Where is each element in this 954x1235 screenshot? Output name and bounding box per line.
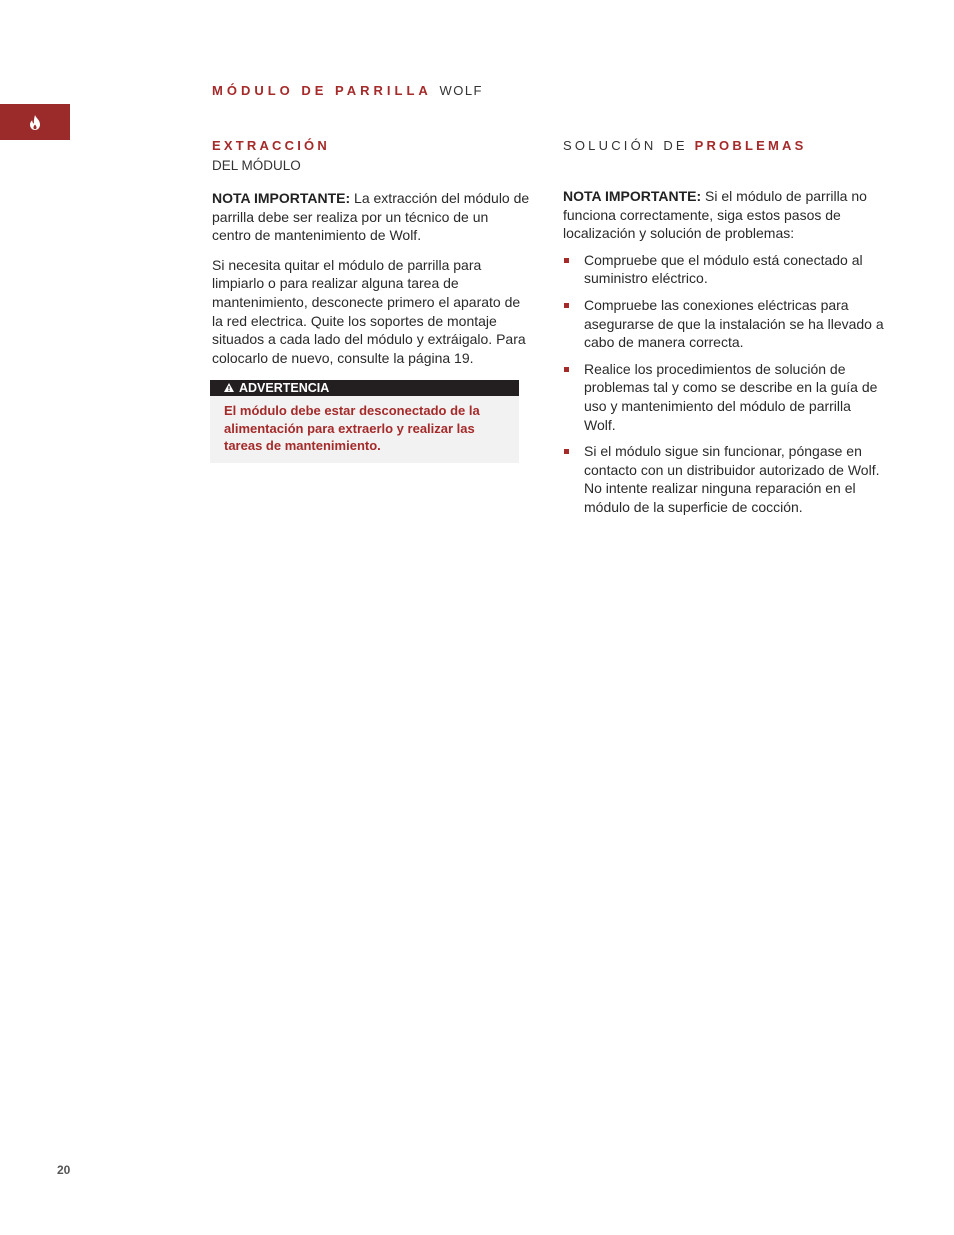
section-title-plain: SOLUCIÓN DE — [563, 138, 688, 153]
left-column — [212, 138, 530, 463]
bullet-square-icon — [564, 449, 569, 454]
list-item: Si el módulo sigue sin funcionar, póngase en contacto con un distribuidor autorizado de Wolf. No intente realizar ninguna reparación en el módulo de la superficie de cocción. — [563, 442, 885, 516]
bullet-square-icon — [564, 258, 569, 263]
warning-triangle-icon — [224, 380, 234, 396]
troubleshooting-list — [563, 251, 885, 517]
warning-label: ADVERTENCIA — [239, 381, 330, 396]
section-title-solucion — [563, 138, 885, 154]
flame-icon — [29, 115, 41, 130]
list-item: Compruebe que el módulo está conectado al suministro eléctrico. — [563, 251, 885, 288]
list-item: Compruebe las conexiones eléctricas para asegurarse de que la instalación se ha llevado a cabo de manera correcta. — [563, 296, 885, 352]
warning-header — [210, 380, 519, 396]
section-subtitle: DEL MÓDULO — [212, 158, 301, 173]
section-title-accent: PROBLEMAS — [694, 138, 807, 153]
note-label: NOTA IMPORTANTE: — [212, 190, 351, 206]
important-note — [563, 187, 885, 243]
page-header — [212, 83, 483, 98]
warning-box — [210, 380, 519, 463]
note-text: La extracción del módulo de parrilla debe ser realiza por un técnico de un centro de mantenimiento de Wolf. — [212, 190, 530, 244]
section-title-extraccion — [212, 138, 530, 154]
section-title-accent: EXTRACCIÓN — [212, 138, 330, 153]
section-tab — [0, 104, 70, 140]
header-accent: MÓDULO DE PARRILLA — [212, 83, 432, 98]
bullet-square-icon — [564, 303, 569, 308]
note-label: NOTA IMPORTANTE: — [563, 188, 702, 204]
header-brand: WOLF — [439, 83, 483, 98]
page-number: 20 — [57, 1163, 71, 1177]
list-item: Realice los procedimientos de solución de problemas tal y como se describe en la guía de uso y mantenimiento del módulo de parrilla Wolf. — [563, 360, 885, 434]
warning-text: El módulo debe estar desconectado de la alimentación para extraerlo y realizar las tareas de mantenimiento. — [210, 396, 519, 463]
bullet-square-icon — [564, 367, 569, 372]
body-paragraph: Si necesita quitar el módulo de parrilla para limpiarlo o para realizar alguna tarea de mantenimiento, desconecte primero el aparato de la red electrica. Quite los soportes de montaje situados a cada lado del módulo y extráigalo. Para colocarlo de nuevo, consulte la página 19. — [212, 256, 526, 366]
note-text: Si el módulo de parrilla no funciona correctamente, siga estos pasos de localización y solución de problemas: — [563, 188, 867, 242]
important-note — [212, 189, 530, 245]
right-column — [563, 138, 885, 517]
